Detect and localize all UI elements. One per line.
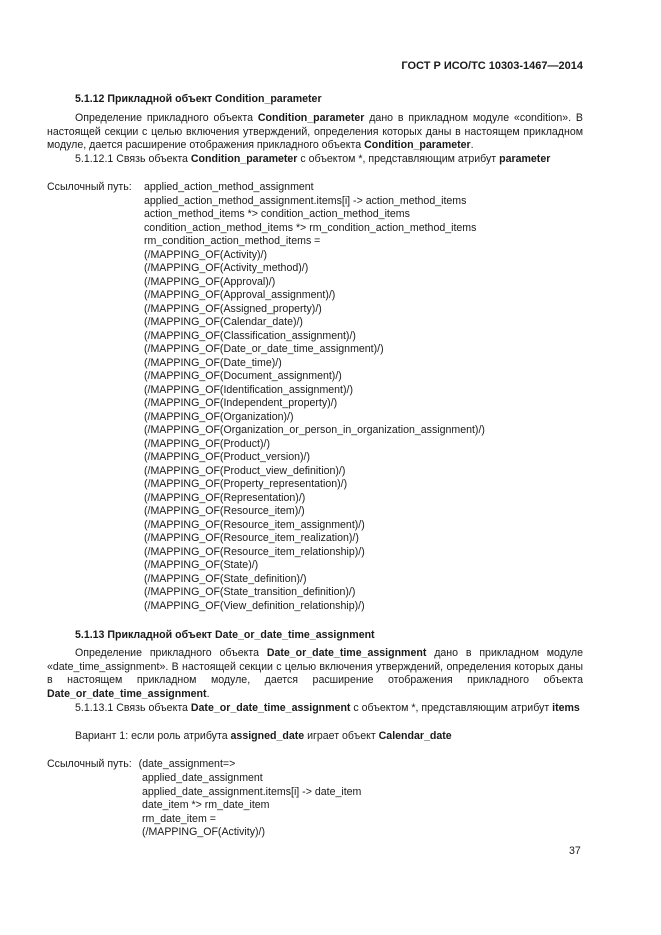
reference-path-line: (/MAPPING_OF(Identification_assignment)/)	[144, 383, 354, 396]
bold-term: Condition_parameter	[364, 139, 471, 151]
bold-term: Condition_parameter	[257, 112, 365, 124]
reference-path-line: (/MAPPING_OF(Representation)/)	[144, 491, 306, 504]
reference-path-line: (/MAPPING_OF(Activity_method)/)	[144, 262, 309, 274]
reference-path-line: (/MAPPING_OF(Date_time)/)	[144, 356, 282, 369]
bold-term: Condition_parameter	[190, 153, 298, 165]
text-run: с объектом *, представляющим атрибут	[297, 153, 500, 165]
reference-path-line: condition_action_method_items *> rm_condition_action_method_items	[144, 221, 477, 234]
reference-path-line: (/MAPPING_OF(Assigned_property)/)	[144, 302, 322, 315]
reference-path-line: (/MAPPING_OF(Document_assignment)/)	[144, 370, 342, 382]
bold-term: Date_or_date_time_assignment	[266, 647, 427, 659]
page-number: 37	[569, 845, 581, 857]
variant-1-line	[75, 730, 452, 744]
reference-path-line: (/MAPPING_OF(Product_version)/)	[144, 451, 311, 463]
text-run: 5.1.13.1 Связь объекта	[75, 702, 191, 714]
reference-path-line: (/MAPPING_OF(State_transition_definition)/)	[144, 586, 356, 598]
section-5-1-12-paragraph	[47, 112, 583, 153]
text-run: дано в прикладном модуле «date_time_assignment». В настоящей секции с целью включения утверждений, определения которых даны в настоящем прикладном модуле, дается расширение отображения прикладного объекта	[47, 647, 583, 686]
reference-path-line: (/MAPPING_OF(Property_representation)/)	[144, 478, 348, 490]
section-heading-5-1-12: 5.1.12 Прикладной объект Condition_parameter	[75, 93, 322, 105]
reference-path-line: (/MAPPING_OF(Approval_assignment)/)	[144, 289, 336, 301]
reference-path-line: (/MAPPING_OF(Activity)/)	[142, 826, 266, 838]
bold-term: parameter	[499, 153, 551, 165]
document-header: ГОСТ Р ИСО/ТС 10303-1467—2014	[401, 60, 583, 72]
bold-term: assigned_date	[230, 730, 305, 742]
reference-path-line: (/MAPPING_OF(Approval)/)	[144, 275, 276, 288]
text-run: с объектом *, представляющим атрибут	[350, 702, 553, 714]
bold-term: items	[552, 702, 580, 714]
reference-path-line: (/MAPPING_OF(Resource_item_realization)/)	[144, 532, 359, 544]
bold-term: Calendar_date	[378, 730, 452, 742]
reference-path-line: (/MAPPING_OF(View_definition_relationship)/)	[144, 599, 365, 612]
subsection-5-1-12-1-title	[75, 153, 550, 167]
reference-path-line: action_method_items *> condition_action_method_items	[144, 208, 410, 220]
reference-path-line: (/MAPPING_OF(Resource_item)/)	[144, 505, 305, 517]
reference-path-first-line: (date_assignment=>	[138, 758, 236, 770]
bold-term: Date_or_date_time_assignment	[47, 687, 207, 700]
reference-path-label-2	[47, 758, 235, 772]
reference-path-line: (/MAPPING_OF(Independent_property)/)	[144, 397, 338, 409]
reference-path-line: (/MAPPING_OF(Product)/)	[144, 437, 270, 450]
reference-path-label: Ссылочный путь:	[47, 181, 132, 193]
reference-path-line: (/MAPPING_OF(Product_view_definition)/)	[144, 464, 346, 477]
text-run: .	[470, 139, 474, 151]
reference-path-line: (/MAPPING_OF(Organization)/)	[144, 410, 294, 423]
bold-term: Date_or_date_time_assignment	[190, 702, 351, 714]
reference-path-line: applied_action_method_assignment.items[i] -> action_method_items	[144, 194, 467, 207]
reference-path-line: (/MAPPING_OF(State)/)	[144, 559, 259, 571]
reference-path-line: date_item *> rm_date_item	[142, 799, 270, 811]
subsection-5-1-13-1-title	[47, 702, 583, 716]
reference-path-line: (/MAPPING_OF(Resource_item_assignment)/)	[144, 518, 365, 531]
text-run: Определение прикладного объекта	[75, 112, 258, 124]
reference-path-line: (/MAPPING_OF(Activity)/)	[144, 248, 268, 261]
reference-path-line: (/MAPPING_OF(Resource_item_relationship)/)	[144, 545, 365, 558]
reference-path-line: (/MAPPING_OF(Date_or_date_time_assignment)/)	[144, 343, 384, 355]
reference-path-line: (/MAPPING_OF(Organization_or_person_in_organization_assignment)/)	[144, 424, 485, 436]
reference-path-line: applied_date_assignment.items[i] -> date_item	[142, 785, 362, 798]
text-run: .	[206, 687, 210, 700]
reference-path-line: (/MAPPING_OF(Calendar_date)/)	[144, 316, 303, 328]
section-5-1-13-paragraph	[47, 647, 583, 701]
reference-path-line: rm_condition_action_method_items =	[144, 235, 321, 247]
reference-path-line: (/MAPPING_OF(Classification_assignment)/)	[144, 329, 356, 342]
reference-path-line: applied_date_assignment	[142, 772, 263, 784]
text-run: Вариант 1: если роль атрибута	[75, 730, 231, 742]
reference-path-line: rm_date_item =	[142, 812, 216, 825]
reference-path-line: (/MAPPING_OF(State_definition)/)	[144, 572, 307, 585]
reference-path-line: applied_action_method_assignment	[144, 181, 314, 193]
section-heading-5-1-13: 5.1.13 Прикладной объект Date_or_date_time_assignment	[75, 629, 375, 641]
text-run: дано в прикладном модуле «condition». В настоящей секции с целью включения утверждений, определения которых даны в настоящем прикладном модуле, дается расширение отображения прикладного объекта	[47, 112, 583, 151]
text-run: играет объект	[304, 730, 379, 742]
text-run: Определение прикладного объекта	[75, 647, 267, 659]
reference-path-label-text: Ссылочный путь:	[47, 758, 132, 770]
text-run: 5.1.12.1 Связь объекта	[75, 153, 191, 165]
